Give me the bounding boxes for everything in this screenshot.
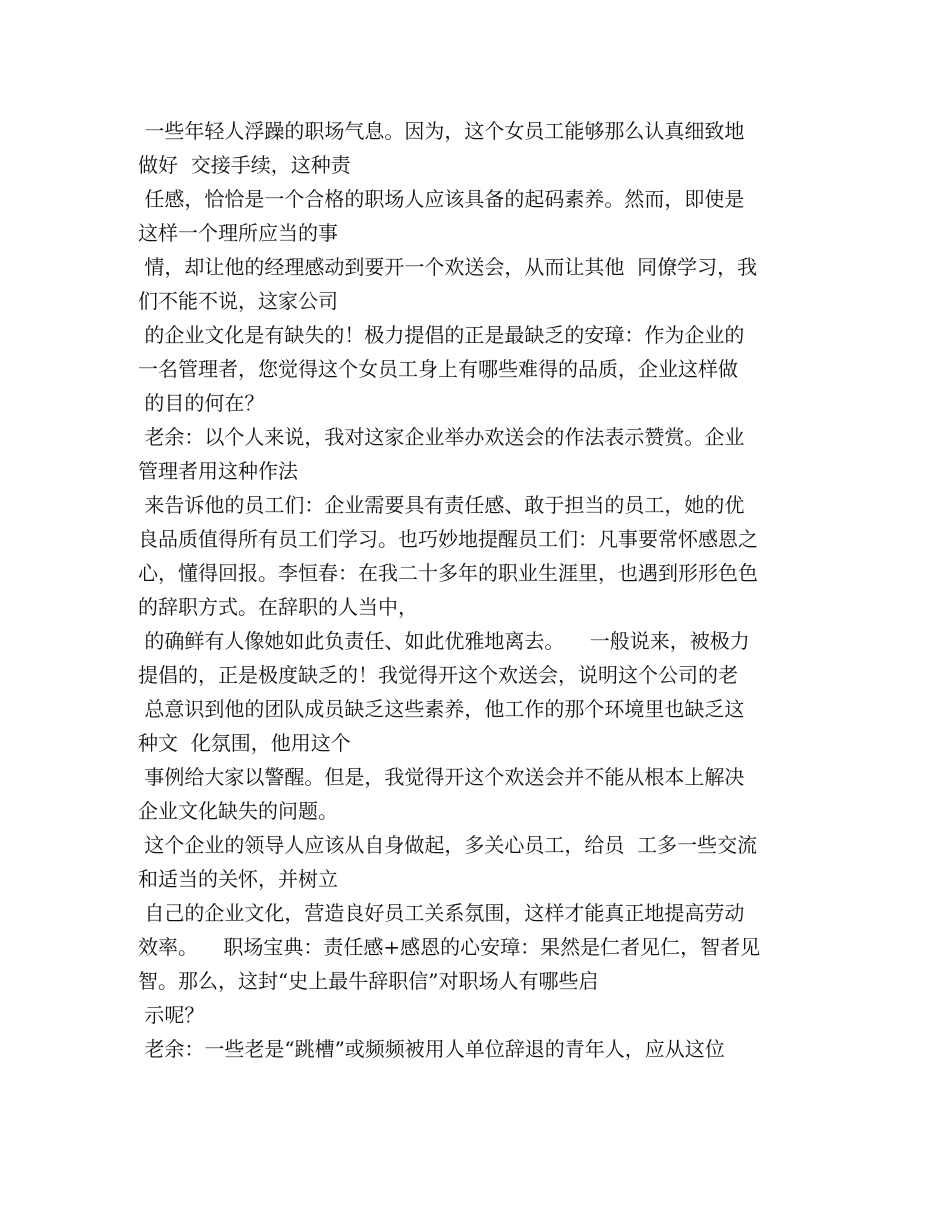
text-line: 老余：一些老是“跳槽”或频频被用人单位辞退的青年人，应从这位 bbox=[138, 1037, 725, 1061]
text-line: 这样一个理所应当的事 bbox=[138, 221, 338, 245]
text-line: 种文 化氛围，他用这个 bbox=[138, 731, 351, 755]
text-line: 管理者用这种作法 bbox=[138, 459, 298, 483]
text-line: 的目的何在？ bbox=[138, 391, 265, 415]
text-line: 的确鲜有人像她如此负责任、如此优雅地离去。 一般说来，被极力 bbox=[138, 629, 750, 653]
text-line: 示呢？ bbox=[138, 1003, 205, 1027]
text-line: 企业文化缺失的问题。 bbox=[138, 799, 338, 823]
text-line: 自己的企业文化，营造良好员工关系氛围，这样才能真正地提高劳动 bbox=[138, 901, 745, 925]
text-line: 的辞职方式。在辞职的人当中， bbox=[138, 595, 418, 619]
text-line: 任感，恰恰是一个合格的职场人应该具备的起码素养。然而，即使是 bbox=[138, 187, 745, 211]
text-line: 和适当的关怀，并树立 bbox=[138, 867, 338, 891]
text-line: 们不能不说，这家公司 bbox=[138, 289, 338, 313]
text-line: 一些年轻人浮躁的职场气息。因为，这个女员工能够那么认真细致地 bbox=[138, 119, 745, 143]
text-line: 一名管理者，您觉得这个女员工身上有哪些难得的品质，企业这样做 bbox=[138, 357, 738, 381]
text-line: 做好 交接手续，这种责 bbox=[138, 153, 351, 177]
text-line: 这个企业的领导人应该从自身做起，多关心员工，给员 工多一些交流 bbox=[138, 833, 758, 857]
text-line: 良品质值得所有员工们学习。也巧妙地提醒员工们：凡事要常怀感恩之 bbox=[138, 527, 758, 551]
text-line: 效率。 职场宝典：责任感+感恩的心安璋：果然是仁者见仁，智者见 bbox=[138, 935, 761, 959]
text-line: 事例给大家以警醒。但是，我觉得开这个欢送会并不能从根本上解决 bbox=[138, 765, 745, 789]
text-line: 情，却让他的经理感动到要开一个欢送会，从而让其他 同僚学习，我 bbox=[138, 255, 758, 279]
text-line: 老余：以个人来说，我对这家企业举办欢送会的作法表示赞赏。企业 bbox=[138, 425, 745, 449]
text-line: 智。那么，这封“史上最牛辞职信”对职场人有哪些启 bbox=[138, 969, 599, 993]
text-line: 的企业文化是有缺失的！极力提倡的正是最缺乏的安璋：作为企业的 bbox=[138, 323, 745, 347]
article-body bbox=[138, 114, 818, 1066]
text-line: 总意识到他的团队成员缺乏这些素养，他工作的那个环境里也缺乏这 bbox=[138, 697, 745, 721]
text-line: 提倡的，正是极度缺乏的！我觉得开这个欢送会，说明这个公司的老 bbox=[138, 663, 738, 687]
text-line: 心，懂得回报。李恒春：在我二十多年的职业生涯里，也遇到形形色色 bbox=[138, 561, 758, 585]
text-line: 来告诉他的员工们：企业需要具有责任感、敢于担当的员工，她的优 bbox=[138, 493, 745, 517]
